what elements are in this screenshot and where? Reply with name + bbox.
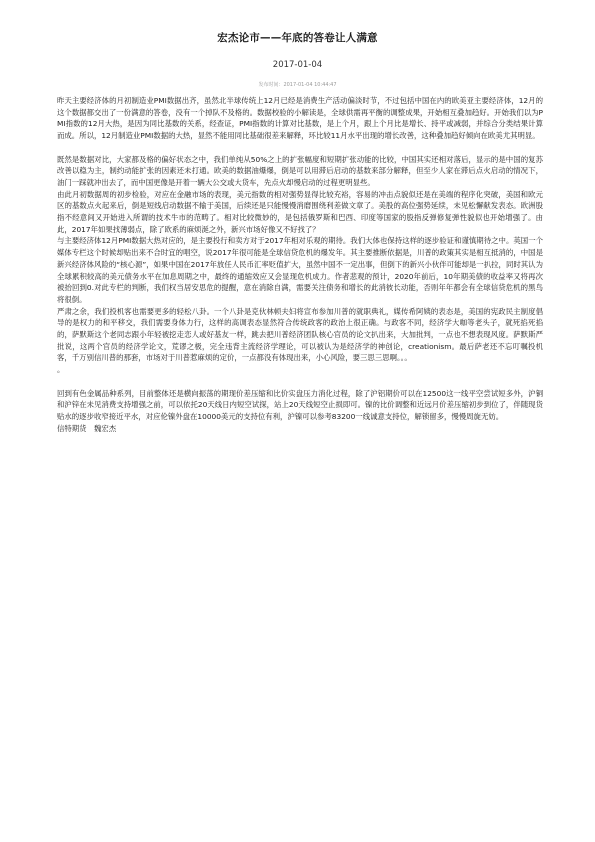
paragraph-7: 回到有色金属品种系列，目前整体还是横向振荡的期现价差压缩和比价实盘压力消化过程，除了沪铝期价可以在12500这一线平空尝试短多外，沪铜和沪锌在未见消费支持增强之前，可以依托20天线日内短空试探，站上20天线短空止损即可。镍的比价调整和近远月价差压缩初步到位了，伴随现货贴水的逐步收窄接近平水，对应伦镍外盘在10000美元的支持位有利，沪镍可以参考83200一线诚意支持位，解锁留多，慢慢周旋无妨。: [57, 388, 543, 421]
paragraph-6: 。: [57, 365, 65, 375]
paragraph-4: 与主要经济体12月PMI数据大热对应的，是主要投行和卖方对于2017年相对乐观的期待。我们大体也保持这样的逐步验证和谨慎期待之中。英国一个媒体专栏这个时候却贴出来不合时宜的唱空，说2017年很可能是全球信贷危机的爆发年。其主要推断依据是，川普的政策其实是相互抵消的，中国是新兴经济体风险的“核心源”，如果中国在2017年放任人民币汇率贬值扩大，虽然中国不一定出事，但倒下的新兴小伙伴可能却是一扒拉，同时其认为全球累积较高的美元债务水平在加息周期之中，最终的通缩效应又会显现危机成力。作者悲观的预计，2020年前后，10年期美债的收益率又将再次被抬回到0.对此专栏的判断，我们权当居安思危的提醒，意在消除自满，需要关注债务和增长的此消彼长动能，否则年年都会有全球信贷危机的黑鸟将很倒。: [57, 236, 543, 304]
article-body: [57, 95, 543, 434]
article-date: 2017-01-04: [272, 60, 323, 70]
paragraph-3: 由此月初数据周的初步检验，对应在金融市场的表现，美元指数的相对强势显得比较充裕，容易的冲击点貌似还是在美端的程序化突破，美国和欧元区的基数点火起来后，倒是短线启动数据不输于美国，后续还是只能慢慢消磨围绕利差做文章了。美股的高位强势延续，未见松懈献发表态。欧洲股指不经意间又开始进入所谓的技术牛市的范畴了。相对比较微妙的，是包括俄罗斯和巴西、印度等国家的股指反弹修复弹性貌似也开始增强了。由此，2017年如果找薄弱点，除了欧系的麻烦涎之外，新兴市场好像又不好找了？: [57, 189, 543, 234]
paragraph-1: 昨天主要经济体的月初制造业PMI数据出齐，虽然北半球传统上12月已经是消费生产活动偏淡时节，不过包括中国在内的欧美亚主要经济体，12月的这个数据都交出了一份满意的答卷，没有一个掉队不及格的。数据校验的小解读是，全球供需再平衡的调整成果，开始相互叠加趋好。开始我们以为PMI指数的12月大热，是因为同比基数的关系，经查证，PMI指数的计算对比基数，是上个月，跟上个月比是增长、持平或减弱，并综合分类结果计算而成。所以，12月制造业PMI数据的大热，显然不能用同比基础很差来解释，环比较11月水平出现的增长改善，这种叠加趋好倾向在欧美尤其明显。: [57, 96, 543, 141]
article-title: 宏杰论市——年底的答卷让人满意: [217, 32, 378, 44]
paragraph-2: 既然是数据对比，大家都及格的偏好状态之中，我们单纯从50%之上的扩张幅度和短期扩张动能的比较，中国其实还相对落后，显示的是中国的复苏改善以稳为主，制约动能扩张的因素还未打通。欧美的数据油爆爆，倒是可以用滞后启动的基数来部分解释，但至少人家在滞后点火启动的情况下，油门一踩就冲出去了，而中国更像是开着一辆大公交或大货车，先点火却慢启动的过程更明显些。: [57, 154, 543, 187]
author-signature: 信特期货 魏宏杰: [57, 423, 117, 433]
publish-time: 发布时间：2017-01-04 10:44:47: [258, 82, 337, 88]
paragraph-5: 严肃之余，我们投机客也需要更多的轻松八卦。一个八卦是克伙林顿夫妇将宣布参加川普的就职典礼，媒传希阿姨的表态是，美国的宪政民主制度倡导的是权力的和平移交，我们需要身体力行，这样的高调表态显然符合传统政客的政治上很正确。与政客不同，经济学大咖等老头子，就死掐死掐的，萨默斯这个老同志跟小年轻被挖走恋人或好基友一样，跳去把川普经济团队核心官员的论文扒出来，大加批判，一点也不想表现风度。萨默斯严批说，这两个官员的经济学论文，荒谬之极，完全违背主流经济学理论，可以被认为是经济学的神创论，creationism。最后萨老还不忘叮嘱投机客，千万别信川普的那套，市场对于川普惹麻烦的定价，一点都没有体现出来，小心风险，要三思三思啊。。。: [57, 306, 543, 363]
paragraph-gap: [57, 376, 543, 388]
paragraph-gap: [57, 142, 543, 154]
